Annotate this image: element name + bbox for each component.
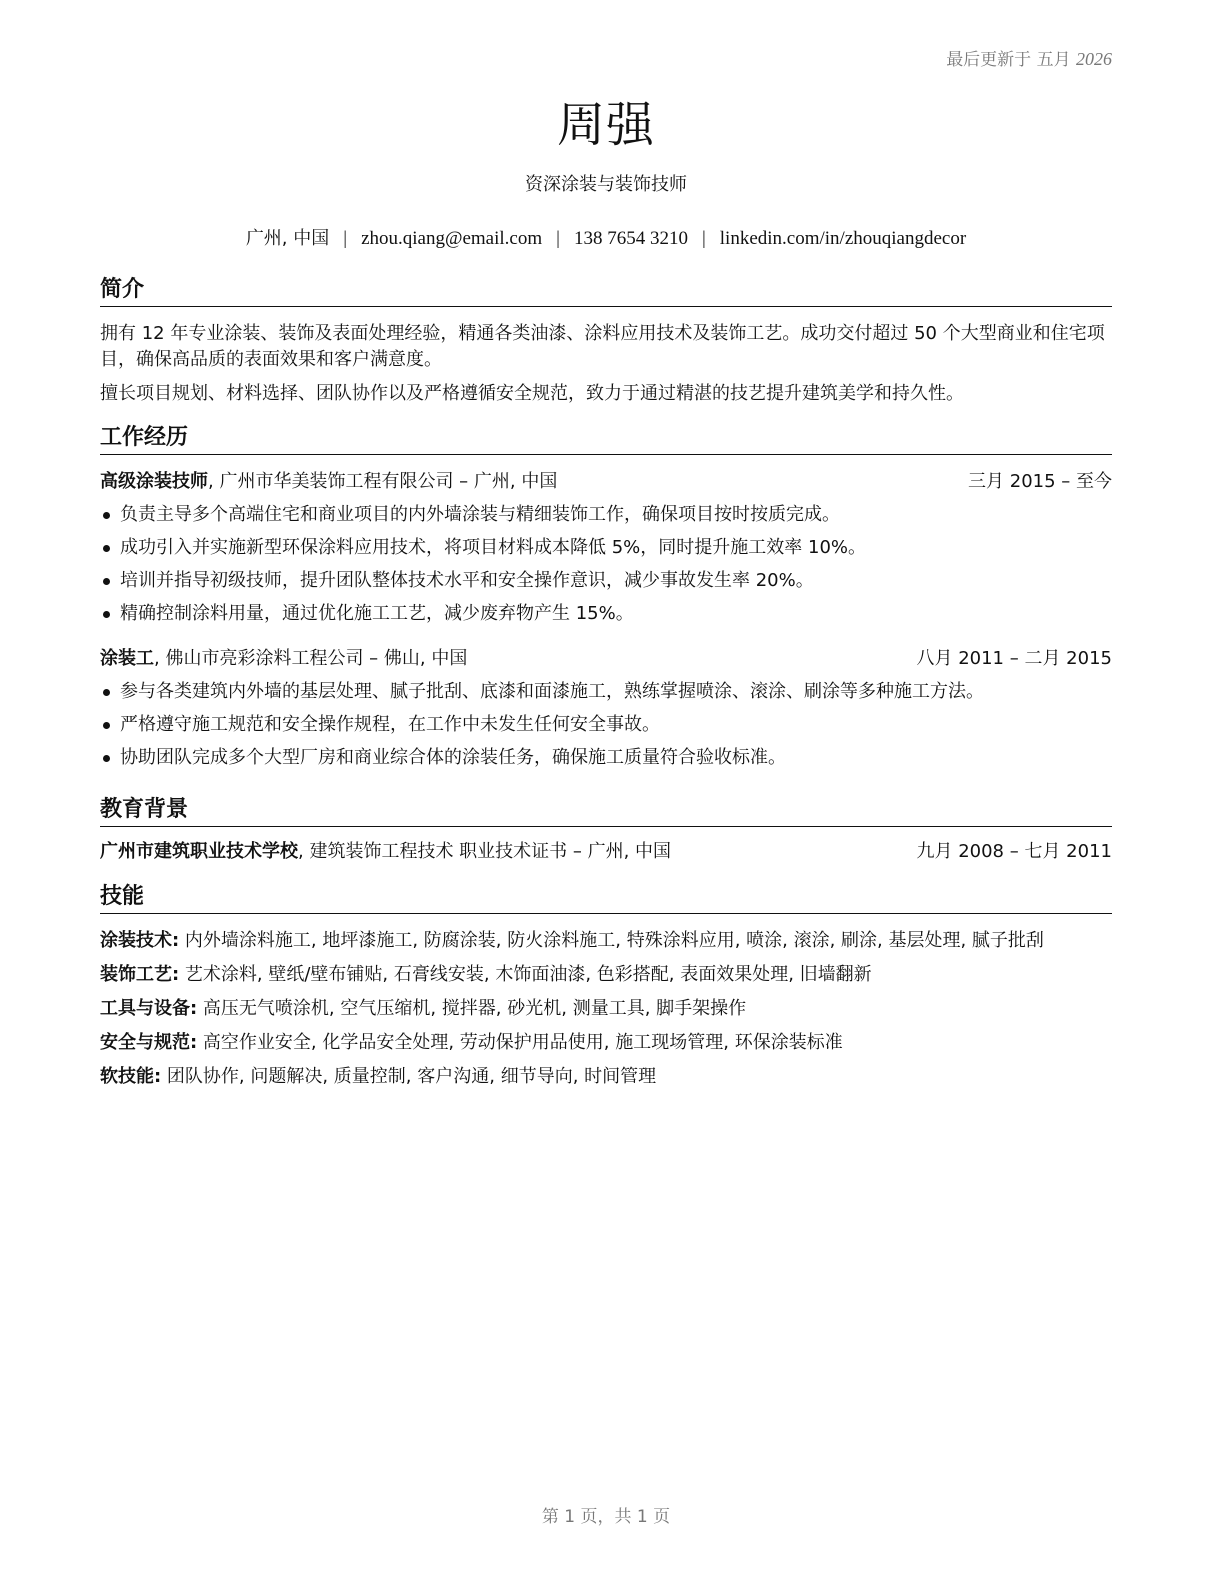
contact-phone: 138 7654 3210 <box>573 228 688 249</box>
skill-line <box>100 1064 1112 1090</box>
education-school: 广州市建筑职业技术学校 <box>100 841 298 862</box>
contact-line <box>100 224 1112 250</box>
education-detail: , 建筑装饰工程技术 职业技术证书 – 广州, 中国 <box>298 841 672 862</box>
job-role: 涂装工 <box>100 648 154 669</box>
job-dates: 八月 2011 – 二月 2015 <box>916 648 1112 669</box>
contact-separator: | <box>701 228 706 249</box>
last-updated <box>946 45 1112 70</box>
experience-section <box>100 424 1112 771</box>
job-role: 高级涂装技师 <box>100 471 208 492</box>
skill-value: 艺术涂料, 壁纸/壁布铺贴, 石膏线安装, 木饰面油漆, 色彩搭配, 表面效果处理, 旧墙翻新 <box>179 964 872 985</box>
job-bullet: 负责主导多个高端住宅和商业项目的内外墙涂装与精细装饰工作，确保项目按时按质完成。 <box>100 502 1112 528</box>
job-entry <box>100 469 1112 627</box>
job-entry <box>100 646 1112 771</box>
education-section <box>100 796 1112 865</box>
job-bullet: 协助团队完成多个大型厂房和商业综合体的涂装任务，确保施工质量符合验收标准。 <box>100 745 1112 771</box>
section-title-summary: 简介 <box>100 276 1112 307</box>
job-dates: 三月 2015 – 至今 <box>968 471 1112 492</box>
education-entry <box>100 839 1112 865</box>
last-updated-label: 最后更新于 五月 <box>946 50 1071 70</box>
job-header <box>100 469 1112 495</box>
skill-label: 装饰工艺: <box>100 964 180 985</box>
skill-line <box>100 996 1112 1022</box>
skills-section <box>100 883 1112 1090</box>
contact-location: 广州, 中国 <box>245 228 330 249</box>
skill-value: 高压无气喷涂机, 空气压缩机, 搅拌器, 砂光机, 测量工具, 脚手架操作 <box>197 998 747 1019</box>
job-company: , 广州市华美装饰工程有限公司 – 广州, 中国 <box>208 471 558 492</box>
skill-label: 工具与设备: <box>100 998 198 1019</box>
skill-line <box>100 962 1112 988</box>
resume-page <box>100 0 1112 1584</box>
job-bullets <box>100 502 1112 627</box>
job-bullets <box>100 679 1112 771</box>
job-company: , 佛山市亮彩涂料工程公司 – 佛山, 中国 <box>154 648 468 669</box>
contact-linkedin[interactable]: linkedin.com/in/zhouqiangdecor <box>719 228 967 249</box>
summary-section <box>100 276 1112 407</box>
job-bullet: 精确控制涂料用量，通过优化施工工艺，减少废弃物产生 15%。 <box>100 601 1112 627</box>
job-header <box>100 646 1112 672</box>
job-bullet: 成功引入并实施新型环保涂料应用技术，将项目材料成本降低 5%，同时提升施工效率 10%。 <box>100 535 1112 561</box>
skill-value: 高空作业安全, 化学品安全处理, 劳动保护用品使用, 施工现场管理, 环保涂装标准 <box>197 1032 843 1053</box>
education-dates: 九月 2008 – 七月 2011 <box>916 841 1112 862</box>
summary-paragraph: 擅长项目规划、材料选择、团队协作以及严格遵循安全规范，致力于通过精湛的技艺提升建筑美学和持久性。 <box>100 383 964 404</box>
section-title-education: 教育背景 <box>100 796 1112 827</box>
section-title-experience: 工作经历 <box>100 424 1112 455</box>
last-updated-year: 2026 <box>1076 49 1112 69</box>
skill-line <box>100 1030 1112 1056</box>
job-bullet: 参与各类建筑内外墙的基层处理、腻子批刮、底漆和面漆施工，熟练掌握喷涂、滚涂、刷涂等多种施工方法。 <box>100 679 1112 705</box>
summary-paragraph: 拥有 12 年专业涂装、装饰及表面处理经验，精通各类油漆、涂料应用技术及装饰工艺。成功交付超过 50 个大型商业和住宅项目，确保高品质的表面效果和客户满意度。 <box>100 323 1105 370</box>
section-title-skills: 技能 <box>100 883 1112 914</box>
skill-label: 安全与规范: <box>100 1032 198 1053</box>
skill-label: 软技能: <box>100 1066 162 1087</box>
job-bullet: 培训并指导初级技师，提升团队整体技术水平和安全操作意识，减少事故发生率 20%。 <box>100 568 1112 594</box>
skill-value: 团队协作, 问题解决, 质量控制, 客户沟通, 细节导向, 时间管理 <box>161 1066 657 1087</box>
contact-separator: | <box>343 228 348 249</box>
job-bullet: 严格遵守施工规范和安全操作规程，在工作中未发生任何安全事故。 <box>100 712 1112 738</box>
contact-separator: | <box>556 228 560 249</box>
contact-email[interactable]: zhou.qiang@email.com <box>361 228 543 249</box>
candidate-name: 周强 <box>556 97 655 153</box>
candidate-headline: 资深涂装与装饰技师 <box>525 174 687 195</box>
skill-value: 内外墙涂料施工, 地坪漆施工, 防腐涂装, 防火涂料施工, 特殊涂料应用, 喷涂, 滚涂, 刷涂, 基层处理, 腻子批刮 <box>179 930 1044 951</box>
skill-line <box>100 928 1112 954</box>
skill-label: 涂装技术: <box>100 930 180 951</box>
page-footer: 第 1 页，共 1 页 <box>541 1507 671 1527</box>
